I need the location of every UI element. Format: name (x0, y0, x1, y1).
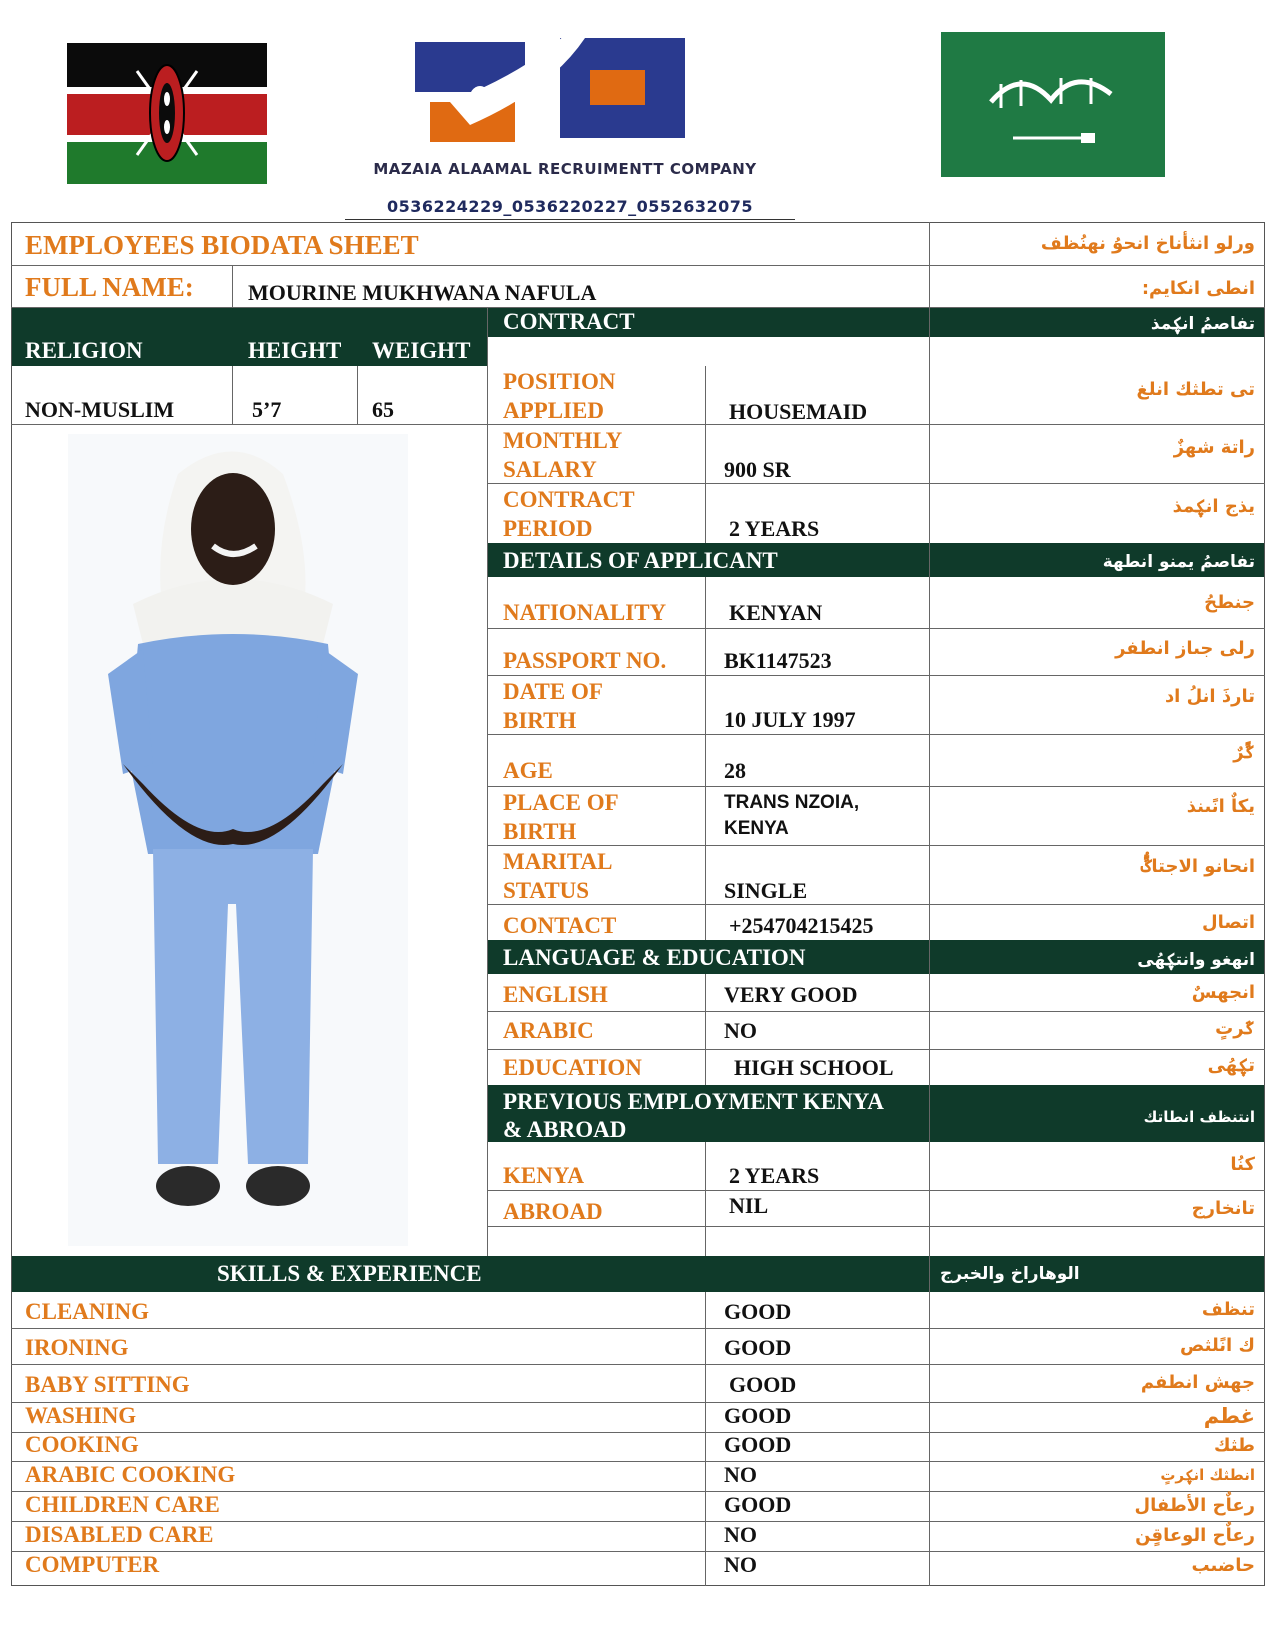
employment-kenya-label: KENYA (503, 1163, 584, 1188)
divider-applicant-values (705, 577, 706, 940)
row-line (487, 786, 1265, 787)
row-line (487, 1190, 1265, 1191)
skill-cooking-arabic: طثك (1213, 1435, 1255, 1456)
contract-salary-label: MONTHLY SALARY (503, 428, 623, 482)
skill-ironing-arabic: ك انًلثص (1180, 1335, 1255, 1356)
contract-position-arabic: تى تطثك انلغ (1136, 379, 1255, 400)
skill-washing-arabic: غطم (1203, 1404, 1255, 1428)
company-logo (410, 30, 710, 160)
age-label: AGE (503, 758, 553, 783)
weight-value: 65 (372, 397, 394, 422)
english-value: VERY GOOD (724, 982, 858, 1007)
sheet-title-arabic: ورلو انثأناخ انحوُ نهنُظف (1040, 233, 1255, 254)
religion-value: NON-MUSLIM (25, 397, 175, 422)
nationality-arabic: جنطحُ (1204, 592, 1255, 613)
dob-label: DATE OF BIRTH (503, 679, 603, 733)
phones-underline (345, 219, 795, 220)
passport-arabic: رلى جىاز انطفر (1115, 638, 1255, 659)
religion-header: RELIGION (25, 338, 143, 363)
skill-cleaning-arabic: تنظف (1201, 1299, 1255, 1320)
divider-name (232, 266, 233, 308)
passport-value: BK1147523 (724, 648, 832, 673)
skill-computer-value: NO (724, 1552, 757, 1577)
skill-cleaning-value: GOOD (724, 1299, 792, 1324)
row-line (487, 734, 1265, 735)
employment-abroad-label: ABROAD (503, 1199, 603, 1224)
applicant-header-arabic: تفاصمُ يمنو انطهة (1102, 552, 1255, 572)
arabic-arabic: ػرتٍ (1215, 1018, 1255, 1039)
row-line (11, 1402, 1265, 1403)
kenya-flag (67, 43, 267, 184)
contract-position-label: POSITION APPLIED (503, 369, 616, 423)
row-line (11, 307, 1265, 308)
birthplace-label: PLACE OF BIRTH (503, 790, 619, 844)
height-header: HEIGHT (248, 338, 342, 363)
row-line (11, 1432, 1265, 1433)
skill-cleaning-label: CLEANING (25, 1299, 149, 1324)
row-line (487, 1049, 1265, 1050)
row-line (11, 424, 488, 425)
education-label: EDUCATION (503, 1055, 642, 1080)
employment-header: PREVIOUS EMPLOYMENT KENYA & ABROAD (503, 1089, 884, 1142)
row-line (487, 675, 1265, 676)
birthplace-arabic: يكاٌ انًىنذ (1186, 796, 1255, 817)
employment-header-arabic: انتنظف انطاتك (1143, 1108, 1255, 1126)
skill-washing-label: WASHING (25, 1403, 137, 1428)
marital-value: SINGLE (724, 878, 808, 903)
skill-cooking-value: GOOD (724, 1432, 792, 1457)
skill-ironing-label: IRONING (25, 1335, 129, 1360)
marital-arabic: انحانو الاجتاػًُ (1140, 856, 1255, 877)
contract-period-arabic: يذج انؼمذ (1172, 496, 1255, 517)
language-header-arabic: انهغو وانتؼهُى (1137, 950, 1255, 970)
contract-period-label: CONTRACT PERIOD (503, 487, 635, 541)
employment-kenya-arabic: كنُا (1230, 1154, 1255, 1175)
age-value: 28 (724, 758, 746, 783)
language-header: LANGUAGE & EDUCATION (503, 945, 806, 970)
sheet-title: EMPLOYEES BIODATA SHEET (25, 230, 419, 260)
employment-kenya-value: 2 YEARS (729, 1163, 820, 1188)
contract-period-value: 2 YEARS (729, 516, 820, 541)
skill-computer-label: COMPUTER (25, 1552, 160, 1577)
contact-arabic: اتصال (1201, 912, 1255, 933)
contact-value: +254704215425 (729, 913, 874, 938)
saudi-arabia-flag (941, 32, 1165, 177)
weight-header: WEIGHT (372, 338, 471, 363)
education-value: HIGH SCHOOL (734, 1055, 894, 1080)
employment-abroad-value: NIL (729, 1193, 769, 1218)
skill-ironing-value: GOOD (724, 1335, 792, 1360)
row-line (11, 1328, 1265, 1329)
skill-children-care-value: GOOD (724, 1492, 792, 1517)
divider-employment-values (705, 1142, 706, 1256)
skill-children-care-arabic: رعاٌح الأطفال (1134, 1495, 1255, 1516)
arabic-label: ARABIC (503, 1018, 594, 1043)
passport-label: PASSPORT NO. (503, 648, 667, 673)
employment-abroad-arabic: تانخارج (1191, 1198, 1255, 1219)
skills-header: SKILLS & EXPERIENCE (217, 1261, 482, 1286)
nationality-value: KENYAN (729, 600, 823, 625)
row-line (487, 1011, 1265, 1012)
skill-babysitting-label: BABY SITTING (25, 1372, 190, 1397)
english-label: ENGLISH (503, 982, 608, 1007)
skill-babysitting-arabic: جهش انطفم (1140, 1372, 1255, 1393)
divider-height (357, 366, 358, 424)
divider-skills-values (705, 1292, 706, 1586)
contact-label: CONTACT (503, 913, 617, 938)
skill-disabled-care-arabic: رعاٌح الوعاقٍن (1135, 1525, 1255, 1546)
skills-header-arabic: الوهاراخ والخبرج (940, 1264, 1080, 1284)
row-line (11, 1551, 1265, 1552)
skill-computer-arabic: حاضىب (1191, 1555, 1255, 1576)
skill-babysitting-value: GOOD (729, 1372, 797, 1397)
contract-position-value: HOUSEMAID (729, 399, 868, 424)
skill-disabled-care-label: DISABLED CARE (25, 1522, 214, 1547)
birthplace-value: TRANS NZOIA, KENYA (724, 792, 860, 839)
divider-religion (232, 366, 233, 424)
age-arabic: ػًرٌ (1233, 742, 1255, 763)
applicant-photo (68, 434, 408, 1246)
divider-contract-values (705, 366, 706, 543)
skill-washing-value: GOOD (724, 1403, 792, 1428)
skill-arabic-cooking-value: NO (724, 1462, 757, 1487)
company-name: MAZAIA ALAAMAL RECRUIMENTT COMPANY (373, 160, 757, 178)
row-line (487, 1226, 1265, 1227)
contract-header: CONTRACT DETAILS (503, 309, 635, 363)
skill-arabic-cooking-label: ARABIC COOKING (25, 1462, 236, 1487)
arabic-value: NO (724, 1018, 757, 1043)
row-line (11, 1364, 1265, 1365)
english-arabic: انجهسٌ (1191, 982, 1255, 1003)
divider-language-values (705, 974, 706, 1085)
nationality-label: NATIONALITY (503, 600, 667, 625)
contract-salary-value: 900 SR (724, 457, 791, 482)
divider-photo (487, 308, 488, 1256)
full-name-label: FULL NAME: (25, 272, 194, 302)
skill-disabled-care-value: NO (724, 1522, 757, 1547)
applicant-header: DETAILS OF APPLICANT (503, 548, 778, 573)
marital-label: MARITAL STATUS (503, 849, 613, 903)
row-line (487, 628, 1265, 629)
education-arabic: تؼهُى (1207, 1055, 1255, 1076)
height-value: 5’7 (252, 397, 282, 422)
contract-salary-arabic: راتة شهزٌ (1173, 437, 1255, 458)
dob-arabic: تارذَ انلُ اد (1164, 686, 1255, 707)
full-name-value: MOURINE MUKHWANA NAFULA (248, 280, 597, 305)
contract-header-arabic: تفاصمُ انؼمذ (1150, 314, 1255, 334)
skill-cooking-label: COOKING (25, 1432, 139, 1457)
full-name-arabic: انطى انكايم: (1141, 278, 1255, 299)
skill-children-care-label: CHILDREN CARE (25, 1492, 220, 1517)
dob-value: 10 JULY 1997 (724, 707, 856, 732)
row-line (11, 265, 1265, 266)
company-phones: 0536224229_0536220227_0552632075 (387, 197, 753, 216)
skill-arabic-cooking-arabic: انطثك انؼرتٍ (1160, 1466, 1255, 1484)
